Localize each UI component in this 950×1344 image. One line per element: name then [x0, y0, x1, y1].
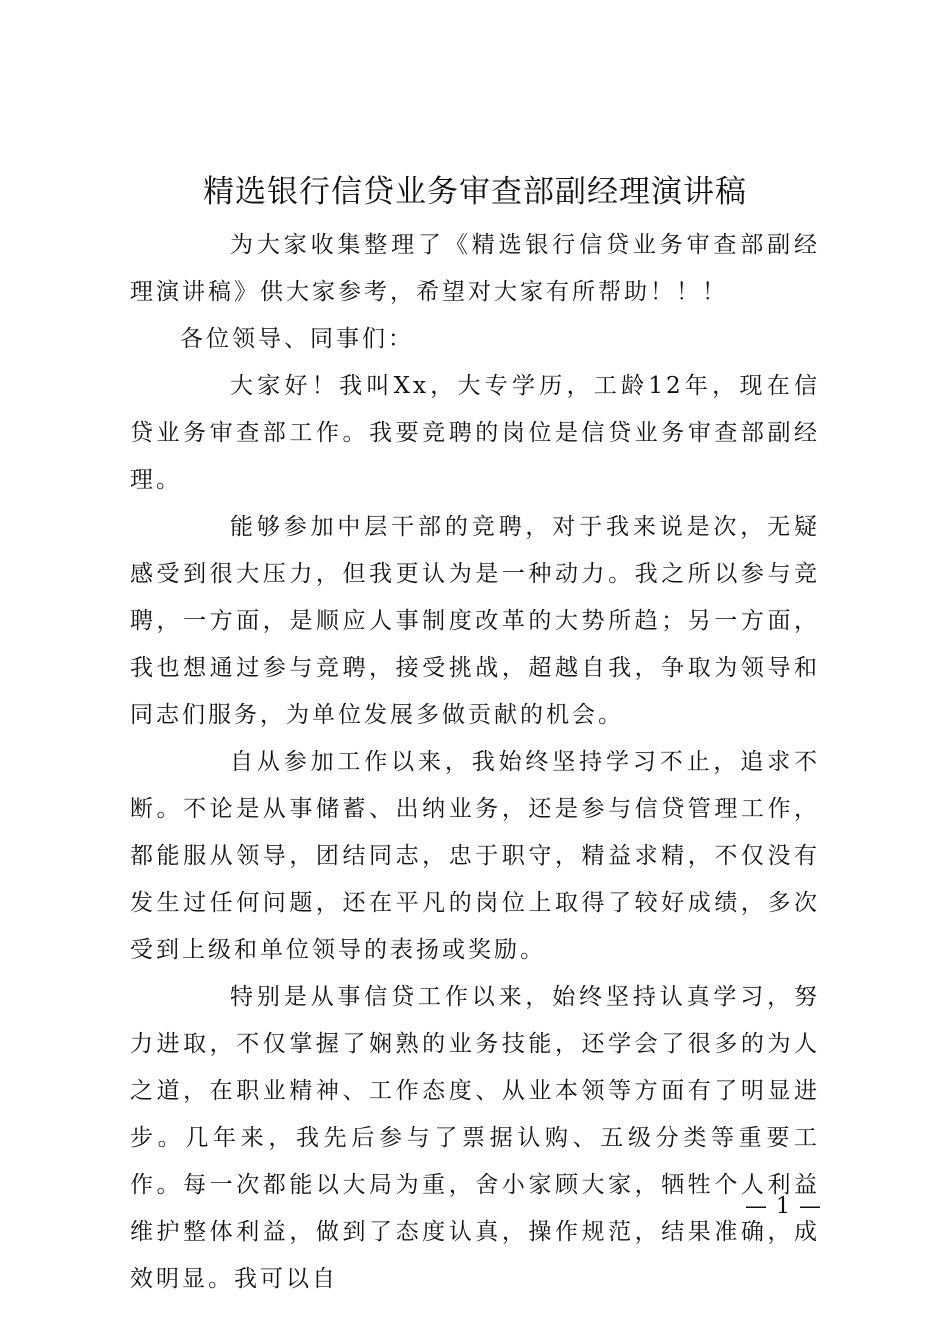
page-number: — 1 —	[745, 1194, 822, 1219]
intro-paragraph: 为大家收集整理了《精选银行信贷业务审查部副经理演讲稿》供大家参考，希望对大家有所帮助！！！	[130, 232, 820, 305]
experience-paragraph: 自从参加工作以来，我始终坚持学习不止，追求不断。不论是从事储蓄、出纳业务，还是参与信贷管理工作，都能服从领导，团结同志，忠于职守，精益求精，不仅没有发生过任何问题，还在平凡的岗位上取得了较好成绩，多次受到上级和单位领导的表扬或奖励。	[130, 749, 820, 963]
document-body	[130, 222, 820, 1303]
salutation-paragraph: 各位领导、同事们：	[180, 326, 414, 352]
document-title: 精选银行信贷业务审查部副经理演讲稿	[203, 174, 747, 210]
motivation-paragraph: 能够参加中层干部的竞聘，对于我来说是次，无疑感受到很大压力，但我更认为是一种动力。我之所以参与竞聘，一方面，是顺应人事制度改革的大势所趋；另一方面，我也想通过参与竞聘，接受挑战，超越自我，争取为领导和同志们服务，为单位发展多做贡献的机会。	[130, 514, 820, 728]
self-introduction-paragraph: 大家好！我叫Xx，大专学历，工龄12年，现在信贷业务审查部工作。我要竞聘的岗位是信贷业务审查部副经理。	[130, 373, 820, 493]
credit-work-paragraph: 特别是从事信贷工作以来，始终坚持认真学习，努力进取，不仅掌握了娴熟的业务技能，还学会了很多的为人之道，在职业精神、工作态度、从业本领等方面有了明显进步。几年来，我先后参与了票据认购、五级分类等重要工作。每一次都能以大局为重，舍小家顾大家，牺牲个人利益维护整体利益，做到了态度认真，操作规范，结果准确，成效明显。我可以自	[130, 984, 820, 1292]
